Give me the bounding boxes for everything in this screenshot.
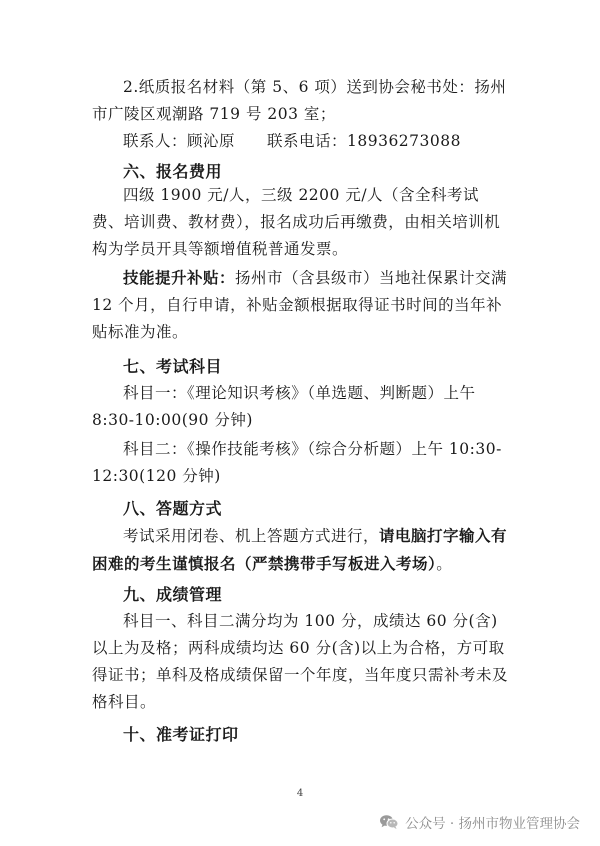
paragraph-fee: 四级 1900 元/人，三级 2200 元/人（含全科考试费、培训费、教材费），报名成功后再缴费，由相关培训机构为学员开具等额增值税普通发票。 [92,186,501,258]
paragraph-subsidy [92,264,510,346]
watermark [379,812,580,832]
heading-admission-ticket: 十、准考证打印 [123,725,239,744]
heading-answer-method: 八、答题方式 [123,499,223,518]
paragraph-answer-method [92,522,510,578]
answer-method-text: 考试采用闭卷、机上答题方式进行， [123,527,380,545]
paragraph-scores: 科目一、科目二满分均为 100 分，成绩达 60 分(含)以上为及格；两科成绩均达 60 分(含)以上为合格，方可取得证书；单科及格成绩保留一个年度，当年度只需补考未及格科目。 [92,612,509,711]
subsidy-label: 技能提升补贴： [123,268,236,287]
heading-exam-subjects: 七、考试科目 [123,357,223,376]
paragraph-contact: 联系人：顾沁原 联系电话：18936273088 [123,132,461,150]
answer-method-end: 。 [436,555,453,573]
wechat-icon [379,814,399,830]
heading-registration-fee: 六、报名费用 [123,162,223,181]
paragraph-subject-one: 科目一：《理论知识考核》（单选题、判断题）上午 8:30-10:00(90 分钟) [92,384,476,429]
subsidy-text: 扬州市（含县级市）当地社保累计交满 12 个月，自行申请，补贴金额根据取得证书时间的当年补贴标准为准。 [92,269,508,341]
page-number: 4 [296,788,304,799]
paragraph-submission: 2.纸质报名材料（第 5、6 项）送到协会秘书处：扬州市广陵区观潮路 719 号 203 室； [92,78,507,123]
watermark-text: 公众号 · 扬州市物业管理协会 [405,816,580,832]
answer-method-warning: 请电脑打字输入有困难的考生谨慎报名（严禁携带手写板进入考场） [92,526,508,573]
heading-score-management: 九、成绩管理 [123,585,223,604]
paragraph-subject-two: 科目二：《操作技能考核》（综合分析题）上午 10:30-12:30(120 分钟) [92,440,502,485]
